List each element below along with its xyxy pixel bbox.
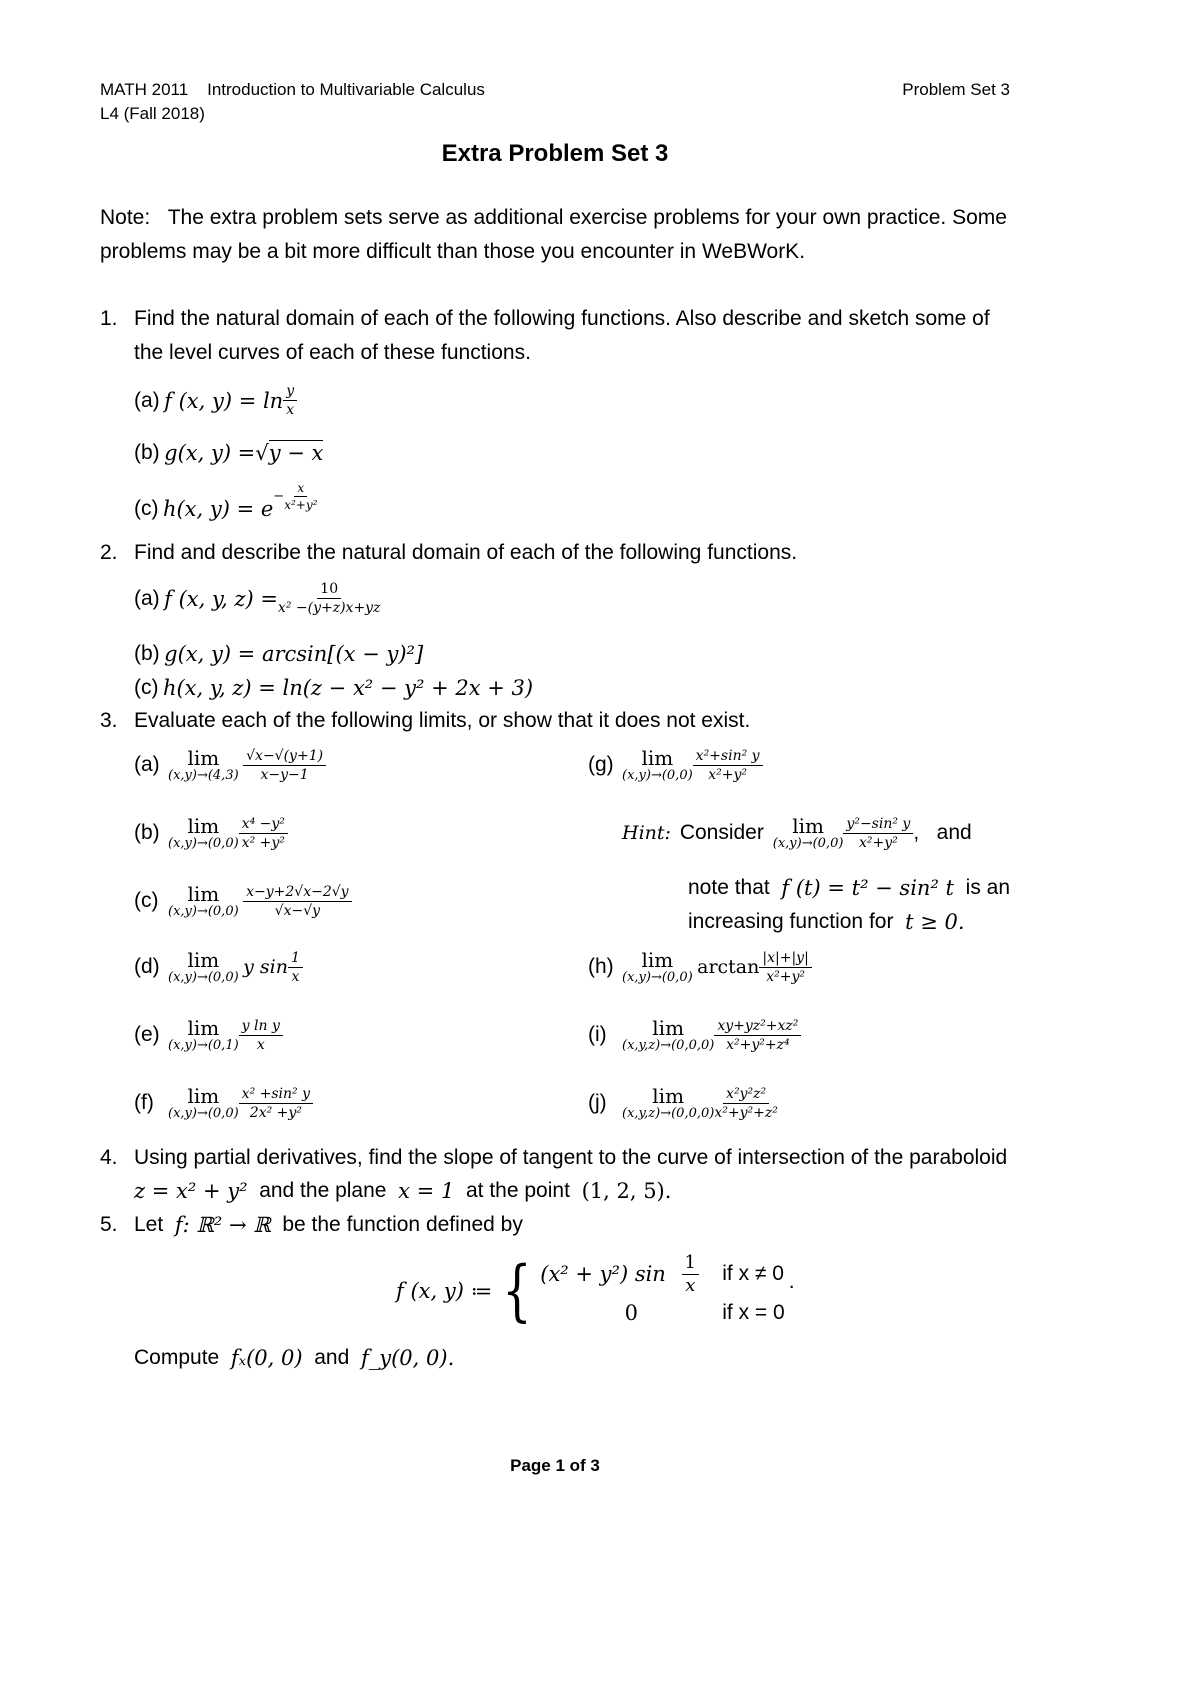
q3e-den: x [256, 1036, 265, 1053]
q3e-limit [168, 1018, 239, 1052]
q5-case1-cond: if x ≠ 0 [722, 1262, 784, 1285]
hint-label: Hint: [622, 822, 671, 844]
q3i-label: (i) [588, 1023, 607, 1046]
q3j-limit [622, 1086, 714, 1120]
hint-consider: Consider [679, 821, 764, 844]
q2c [134, 676, 533, 700]
q3-hint-line-2 [688, 876, 1010, 900]
q5-map: f: ℝ² → ℝ [174, 1213, 271, 1237]
q1b-radicand: y − x [268, 441, 324, 465]
lim-word: lim [187, 1084, 220, 1108]
q3g-label: (g) [588, 753, 614, 776]
q3a-num: √x−√(y+1) [243, 749, 326, 766]
q3b-limit [168, 816, 239, 850]
q5-compute-word: Compute [134, 1346, 220, 1369]
q2b-label: (b) [134, 642, 160, 665]
hint-fraction [843, 817, 913, 850]
q3c-num: x−y+2√x−2√y [243, 885, 351, 902]
q3d-label: (d) [134, 955, 160, 978]
q3i-num: xy+yz²+xz² [714, 1019, 801, 1036]
q4-text-line-1: Using partial derivatives, find the slope of tangent to the curve of intersection of the paraboloid [134, 1146, 1008, 1169]
page-title: Extra Problem Set 3 [441, 140, 669, 167]
lim-word: lim [641, 746, 674, 770]
q5-defined: be the function defined by [282, 1213, 523, 1236]
hint-limit [773, 816, 844, 850]
q1a-label: (a) [134, 388, 160, 412]
q1c-label: (c) [134, 496, 159, 520]
q2a-denominator: x² −(y+z)x+yz [277, 600, 381, 616]
q3g-den: x²+y² [708, 766, 747, 783]
q3-hint-line-3 [688, 910, 965, 934]
q3-text: Evaluate each of the following limits, or show that it does not exist. [134, 709, 751, 732]
q4-at-point: at the point [465, 1179, 570, 1202]
q3d-den: x [291, 968, 300, 985]
q1a-fraction [283, 384, 297, 417]
q1-number: 1. [100, 307, 118, 330]
q3c-den: √x−√y [274, 902, 321, 919]
course-code: MATH 2011 [100, 80, 189, 99]
q3c [134, 884, 352, 918]
hint-den: x²+y² [858, 834, 898, 851]
header-problem-set: Problem Set 3 [902, 80, 1010, 99]
q5-cases [540, 1252, 784, 1330]
q3g-limit [622, 748, 693, 782]
q5-let: Let [134, 1213, 164, 1236]
q3d [134, 950, 303, 984]
q3j-den: x²+y²+z² [714, 1104, 778, 1121]
q3a-den: x−y−1 [260, 766, 309, 783]
q3f-limit [168, 1086, 239, 1120]
q3d-pre: y sin [243, 956, 288, 978]
q5-lhs: f (x, y) ≔ [396, 1279, 493, 1303]
q3d-limit [168, 950, 239, 984]
sqrt-icon: √ [255, 440, 269, 465]
note-line-1 [100, 206, 1010, 230]
q3f [134, 1086, 313, 1120]
q1-text-line-2: the level curves of each of these functions. [134, 341, 531, 364]
q3a-limit [168, 748, 239, 782]
q1c-exponent [273, 482, 317, 511]
q3e-num: y ln y [239, 1019, 283, 1036]
q3a [134, 748, 326, 782]
q3f-fraction [239, 1087, 313, 1120]
q5-intro [134, 1213, 523, 1237]
q1b [134, 440, 323, 465]
q2a-label: (a) [134, 586, 160, 610]
q3a-label: (a) [134, 753, 160, 776]
q2c-expr: h(x, y, z) = ln(z − x² − y² + 2x + 3) [162, 676, 534, 700]
q3h-pre: arctan [697, 956, 760, 978]
q3-number: 3. [100, 709, 118, 732]
q3j-sub: (x,y,z)→(0,0,0) [622, 1106, 715, 1121]
lim-word: lim [792, 814, 824, 838]
lim-word: lim [652, 1084, 685, 1108]
q3h-fraction [759, 951, 811, 984]
q4-point: (1, 2, 5). [581, 1179, 672, 1203]
q3b-den: x² +y² [241, 834, 285, 851]
q3j-num: x²y²z² [723, 1087, 769, 1104]
hint-is-an: is an [965, 876, 1011, 899]
page-number: Page 1 of 3 [510, 1456, 600, 1475]
hint-note-that: note that [688, 876, 770, 899]
q2a-fraction [278, 582, 381, 615]
q5-case2-expr: 0 [624, 1301, 638, 1325]
q5-fy: f_y(0, 0). [360, 1346, 455, 1370]
q3c-fraction [243, 885, 351, 918]
q3-hint-line-1 [622, 816, 972, 850]
q3j [588, 1086, 778, 1120]
q3e-sub: (x,y)→(0,1) [168, 1038, 239, 1053]
q3f-num: x² +sin² y [239, 1087, 313, 1104]
q3g-num: x²+sin² y [693, 749, 763, 766]
q5-fx: fₓ(0, 0) [230, 1346, 303, 1370]
q2a-numerator: 10 [317, 582, 341, 599]
q2b [134, 642, 423, 666]
q3f-sub: (x,y)→(0,0) [168, 1106, 239, 1121]
q3j-fraction [714, 1087, 777, 1120]
lim-word: lim [187, 882, 220, 906]
q4-number: 4. [100, 1146, 118, 1169]
q3h-label: (h) [588, 955, 614, 978]
note-line-2: problems may be a bit more difficult than those you encounter in WeBWorK. [100, 240, 806, 263]
lim-word: lim [187, 948, 220, 972]
q3h-limit [622, 950, 693, 984]
q1a-lhs: f (x, y) = ln [164, 388, 284, 413]
q5-and: and [314, 1346, 350, 1369]
q5-case-2 [540, 1296, 784, 1330]
q1a-numerator: y [283, 384, 297, 401]
q2-text: Find and describe the natural domain of each of the following functions. [134, 541, 798, 564]
lim-word: lim [187, 746, 220, 770]
note-text-1: The extra problem sets serve as additional exercise problems for your own practice. Some [167, 206, 1007, 229]
q3i-limit [622, 1018, 714, 1052]
q2-number: 2. [100, 541, 118, 564]
q5-case1-fraction [680, 1251, 700, 1296]
q3e-label: (e) [134, 1023, 160, 1046]
q1c-exp-sign: − [273, 489, 285, 504]
q5-piecewise [396, 1252, 795, 1330]
header-course-line [100, 80, 485, 100]
q3i [588, 1018, 801, 1052]
q3b-fraction [239, 817, 288, 850]
q3f-den: 2x² +y² [249, 1104, 302, 1121]
q3d-fraction [288, 951, 303, 984]
q5-case-1 [540, 1252, 784, 1296]
q5-number: 5. [100, 1213, 118, 1236]
hint-t-cond: t ≥ 0. [905, 910, 965, 934]
q3c-sub: (x,y)→(0,0) [168, 904, 239, 919]
q2a-lhs: f (x, y, z) = [164, 586, 278, 611]
q3h-den: x²+y² [766, 968, 805, 985]
q3b-sub: (x,y)→(0,0) [168, 836, 239, 851]
lim-word: lim [652, 1016, 685, 1040]
q3f-label: (f) [134, 1091, 154, 1114]
q3g [588, 748, 763, 782]
q2b-expr: g(x, y) = arcsin[(x − y)²] [164, 642, 424, 666]
q2c-label: (c) [134, 676, 159, 699]
note-label: Note: [100, 206, 151, 229]
q1c-exp-den: x²+y² [284, 498, 318, 512]
q3h-sub: (x,y)→(0,0) [622, 970, 693, 985]
q1c [134, 481, 318, 523]
lim-word: lim [641, 948, 674, 972]
hint-sub: (x,y)→(0,0) [772, 836, 844, 851]
q1-text-line-1: Find the natural domain of each of the following functions. Also describe and sketch some of [134, 307, 990, 330]
q3h [588, 950, 812, 984]
q3b-label: (b) [134, 821, 160, 844]
q3d-sub: (x,y)→(0,0) [168, 970, 239, 985]
hint-and: , and [913, 821, 972, 844]
lim-word: lim [187, 1016, 220, 1040]
q5-case1-den: x [685, 1274, 696, 1296]
q3e-fraction [239, 1019, 283, 1052]
q4-plane: x = 1 [398, 1179, 455, 1203]
q3g-fraction [693, 749, 763, 782]
lim-word: lim [187, 814, 220, 838]
q1a [134, 384, 297, 417]
q4-paraboloid: z = x² + y² [134, 1179, 248, 1203]
q5-period: . [788, 1270, 795, 1293]
q4-text-line-2 [134, 1179, 671, 1203]
q2a [134, 582, 380, 615]
course-title: Introduction to Multivariable Calculus [207, 80, 485, 99]
q3b-num: x⁴ −y² [239, 817, 288, 834]
q3j-label: (j) [588, 1091, 607, 1114]
q1c-exp-num: x [294, 482, 307, 497]
q1b-label: (b) [134, 440, 160, 464]
q5-case1-num: 1 [682, 1254, 699, 1275]
q1c-exp-fraction [284, 482, 317, 511]
q3i-sub: (x,y,z)→(0,0,0) [622, 1038, 715, 1053]
q3c-label: (c) [134, 889, 159, 912]
left-brace-icon: { [502, 1252, 532, 1329]
q1b-lhs: g(x, y) = [164, 440, 256, 465]
q1a-denominator: x [286, 402, 295, 418]
q5-case1-expr: (x² + y²) sin [540, 1262, 666, 1286]
q3d-num: 1 [288, 951, 303, 968]
hint-num: y²−sin² y [843, 817, 913, 834]
q3a-sub: (x,y)→(4,3) [168, 768, 239, 783]
q5-case2-cond: if x = 0 [722, 1301, 785, 1324]
q3i-fraction [714, 1019, 801, 1052]
hint-increasing: increasing function for [688, 910, 894, 933]
hint-ft: f (t) = t² − sin² t [781, 876, 954, 900]
q4-and-plane: and the plane [259, 1179, 387, 1202]
q3h-num: |x|+|y| [759, 951, 811, 968]
q3c-limit [168, 884, 239, 918]
q5-compute [134, 1346, 454, 1370]
q3i-den: x²+y²+z⁴ [726, 1036, 790, 1053]
q3b [134, 816, 288, 850]
q1c-lhs: h(x, y) = e [162, 496, 274, 521]
q3g-sub: (x,y)→(0,0) [622, 768, 693, 783]
q3a-fraction [243, 749, 326, 782]
q3e [134, 1018, 283, 1052]
header-section: L4 (Fall 2018) [100, 104, 205, 123]
